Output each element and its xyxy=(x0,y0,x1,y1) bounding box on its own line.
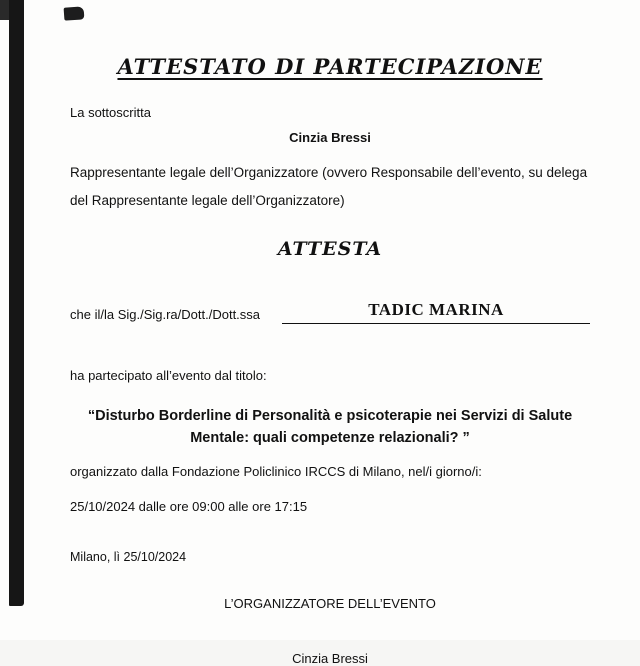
scan-edge-artifact xyxy=(9,0,24,606)
event-intro-line: ha partecipato all’evento dal titolo: xyxy=(70,367,267,383)
signer-role: Rappresentante legale dell’Organizzatore (ovvero Responsabile dell’evento, su delega del Rappresentante legale dell’Organizzatore) xyxy=(70,165,588,209)
intro-line: La sottoscritta xyxy=(70,105,151,120)
certificate-title: ATTESTATO DI PARTECIPAZIONE xyxy=(117,54,543,79)
attesta-heading: ATTESTA xyxy=(277,237,383,260)
participant-label: che il/la Sig./Sig.ra/Dott./Dott.ssa xyxy=(70,306,261,322)
event-title: “Disturbo Borderline di Personalità e psicoterapie nei Servizi di Salute Mentale: quali competenze relazionali? ” xyxy=(87,407,573,447)
signer-name: Cinzia Bressi xyxy=(289,130,371,145)
event-date-line: 25/10/2024 dalle ore 09:00 alle ore 17:15 xyxy=(70,498,308,514)
scan-mark-artifact xyxy=(64,6,85,20)
place-and-date: Milano, lì 25/10/2024 xyxy=(70,549,187,564)
certificate-content xyxy=(70,40,590,666)
participant-row xyxy=(70,300,590,324)
participant-name: TADIC MARINA xyxy=(282,300,590,324)
footer-organizer-role: L’ORGANIZZATORE DELL’EVENTO xyxy=(224,595,436,611)
organizer-line: organizzato dalla Fondazione Policlinico IRCCS di Milano, nel/i giorno/i: xyxy=(70,463,482,479)
footer-signer-name: Cinzia Bressi xyxy=(292,650,368,666)
